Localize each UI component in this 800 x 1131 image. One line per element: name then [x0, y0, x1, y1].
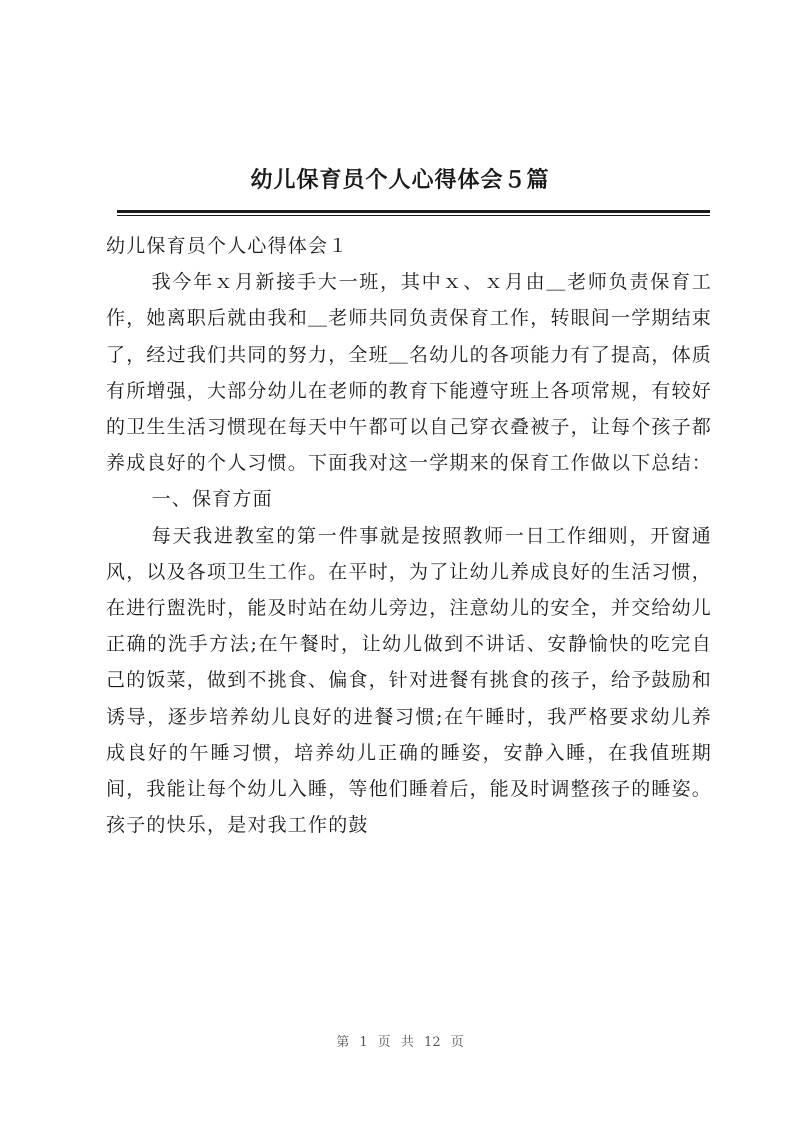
section-heading: 幼儿保育员个人心得体会１	[106, 235, 349, 257]
subsection-heading: 一、保育方面	[151, 488, 273, 511]
title-divider-thick	[117, 210, 710, 213]
document-title: 幼儿保育员个人心得体会５篇	[250, 167, 550, 193]
page-footer: 第 1 页 共 12 页	[336, 1035, 464, 1050]
body-paragraph: 每天我进教室的第一件事就是按照教师一日工作细则，开窗通风，以及各项卫生工作。在平时，为了让幼儿养成良好的生活习惯，在进行盥洗时，能及时站在幼儿旁边，注意幼儿的安全，并交给幼儿正确的洗手方法;在午餐时，让幼儿做到不讲话、安静愉快的吃完自己的饭菜，做到不挑食、偏食，针对进餐有挑食的孩子，给予鼓励和诱导，逐步培养幼儿良好的进餐习惯;在午睡时，我严格要求幼儿养成良好的午睡习惯，培养幼儿正确的睡姿，安静入睡，在我值班期间，我能让每个幼儿入睡，等他们睡着后，能及时调整孩子的睡姿。孩子的快乐，是对我工作的鼓	[106, 524, 713, 837]
document-body	[106, 228, 712, 843]
title-divider-thin	[117, 215, 710, 216]
body-paragraph: 我今年ｘ月新接手大一班，其中ｘ、ｘ月由＿老师负责保育工作，她离职后就由我和＿老师共同负责保育工作，转眼间一学期结束了，经过我们共同的努力，全班＿名幼儿的各项能力有了提高，体质有所增强，大部分幼儿在老师的教育下能遵守班上各项常规，有较好的卫生生活习惯现在每天中午都可以自己穿衣叠被子，让每个孩子都养成良好的个人习惯。下面我对这一学期来的保育工作做以下总结：	[106, 271, 713, 475]
